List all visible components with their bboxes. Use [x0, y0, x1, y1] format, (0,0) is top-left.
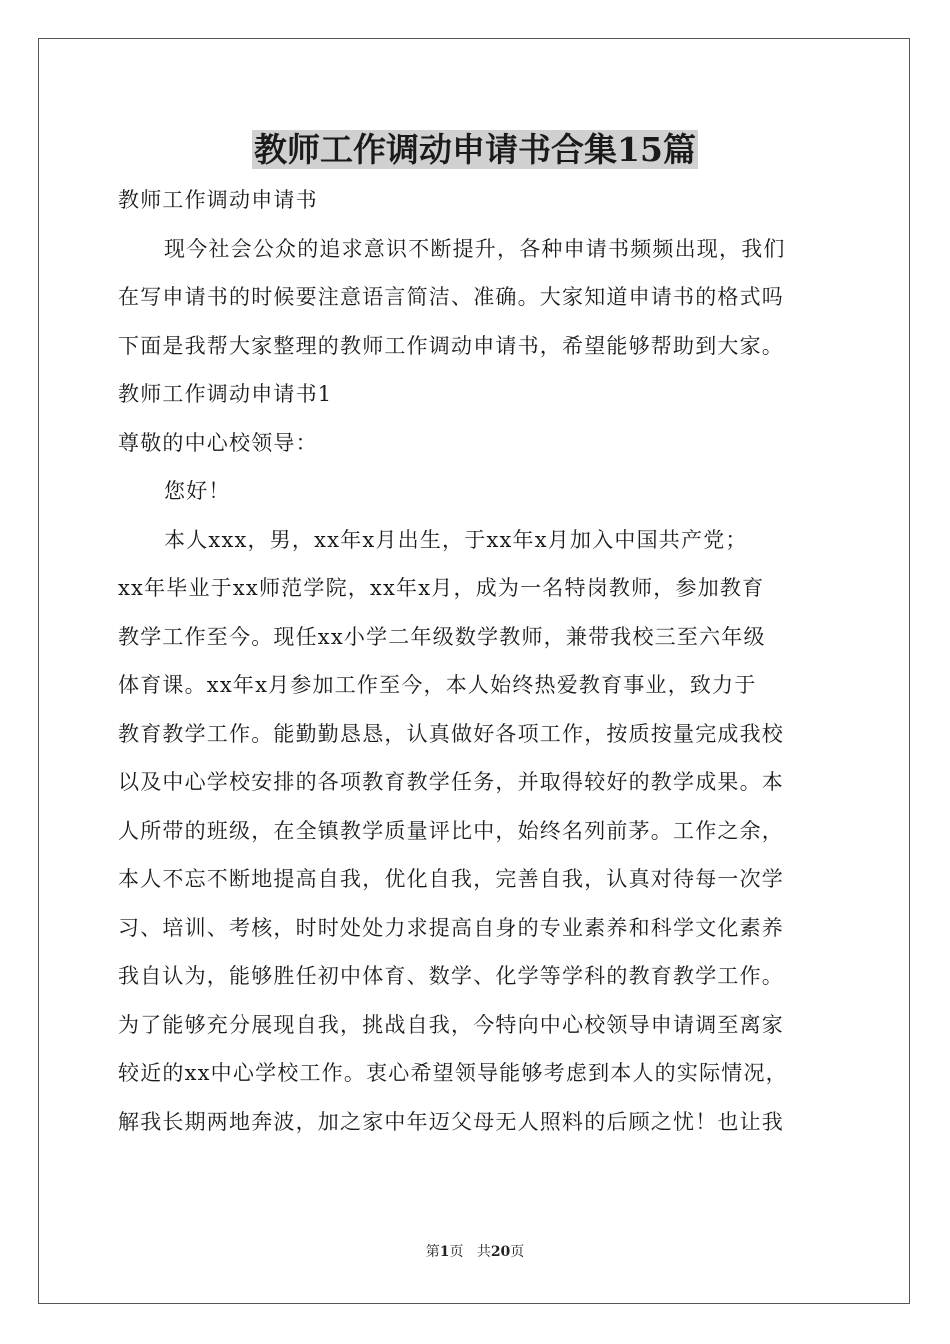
body-line: 现今社会公众的追求意识不断提升，各种申请书频频出现，我们 — [164, 236, 786, 261]
total-prefix: 共 — [476, 1244, 491, 1260]
document-body — [118, 176, 838, 1146]
body-line: 解我长期两地奔波，加之家中年迈父母无人照料的后顾之忧！也让我 — [118, 1109, 784, 1134]
body-line: 为了能够充分展现自我，挑战自我，今特向中心校领导申请调至离家 — [118, 1012, 784, 1037]
body-line: 尊敬的中心校领导： — [118, 430, 318, 455]
total-pages: 20 — [490, 1244, 511, 1260]
page-prefix: 第 — [425, 1244, 440, 1260]
body-line: 体育课。xx年x月参加工作至今，本人始终热爱教育事业，致力于 — [118, 673, 757, 697]
body-line: 您好！ — [164, 479, 231, 503]
body-line: 下面是我帮大家整理的教师工作调动申请书，希望能够帮助到大家。 — [118, 333, 784, 358]
page-number: 1 — [439, 1244, 450, 1260]
body-line: 本人不忘不断地提高自我，优化自我，完善自我，认真对待每一次学 — [118, 867, 784, 891]
body-line: 人所带的班级，在全镇教学质量评比中，始终名列前茅。工作之余， — [118, 818, 784, 843]
body-line: 我自认为，能够胜任初中体育、数学、化学等学科的教育教学工作。 — [118, 964, 784, 988]
page-footer — [0, 1242, 950, 1262]
body-line: 教师工作调动申请书 — [118, 188, 318, 212]
body-line: 以及中心学校安排的各项教育教学任务，并取得较好的教学成果。本 — [118, 770, 784, 794]
document-title — [0, 125, 950, 175]
body-line: 习、培训、考核，时时处处力求提高自身的专业素养和科学文化素养 — [118, 915, 784, 940]
body-line: 教学工作至今。现任xx小学二年级数学教师，兼带我校三至六年级 — [118, 624, 766, 649]
document-title-text: 教师工作调动申请书合集15篇 — [254, 130, 696, 169]
body-line: 本人xxx，男，xx年x月出生，于xx年x月加入中国共产党； — [164, 527, 748, 552]
body-line: 教师工作调动申请书1 — [118, 382, 333, 406]
body-line: 教育教学工作。能勤勤恳恳，认真做好各项工作，按质按量完成我校 — [118, 721, 784, 746]
body-line: xx年毕业于xx师范学院，xx年x月，成为一名特岗教师，参加教育 — [118, 576, 765, 600]
page-suffix: 页 — [449, 1244, 464, 1260]
total-suffix: 页 — [510, 1244, 525, 1260]
body-line: 较近的xx中心学校工作。衷心希望领导能够考虑到本人的实际情况， — [118, 1061, 788, 1085]
body-line: 在写申请书的时候要注意语言简洁、准确。大家知道申请书的格式吗 — [118, 285, 784, 309]
